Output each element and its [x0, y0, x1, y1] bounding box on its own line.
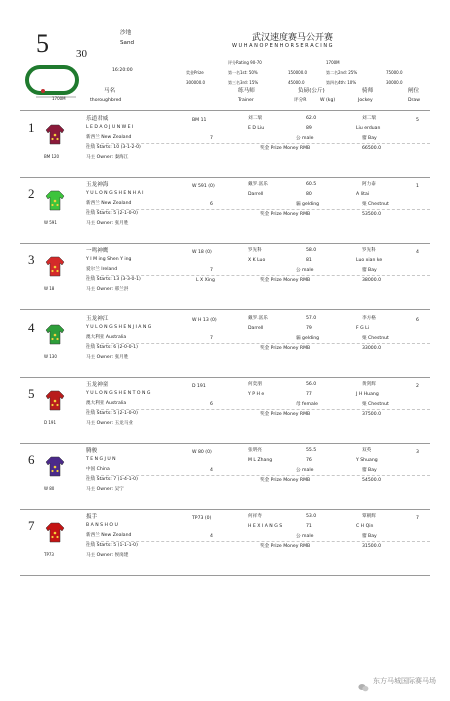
horse-sex: 公 male	[296, 268, 314, 273]
entry-number: 1	[28, 120, 35, 135]
jockey-silks-icon	[44, 454, 66, 478]
prize-money: 66500.0	[362, 146, 381, 151]
silk-code: W 80	[44, 486, 55, 491]
col-horse-en: thoroughbred	[90, 98, 122, 103]
row-dashed-separator	[86, 541, 430, 542]
horse-name-cn: 腾骏	[86, 448, 98, 454]
horse-rating: 62.0	[306, 116, 317, 121]
col-trainer-cn: 练马师	[238, 88, 255, 94]
horse-weight: 81	[306, 258, 312, 263]
draw-number: 6	[416, 318, 419, 323]
trainer-cn: 何奕朋	[248, 382, 262, 387]
horse-sex: 公 male	[296, 136, 314, 141]
horse-starts: 往绩 Starts: 5 (2-1-0-0)	[86, 411, 138, 416]
horse-owner: 马主 Owner: 吴宁	[86, 487, 124, 492]
horse-brand: W 591 (0)	[192, 184, 215, 189]
jockey-en: Liu erduan	[356, 126, 381, 131]
race-number: 5	[36, 29, 49, 58]
track-rating: 评分Rating 90-70	[228, 60, 262, 65]
horse-name-en: T E N G J U N	[86, 457, 116, 462]
race-distance: 1700M	[326, 60, 340, 65]
horse-starts: 往绩 Starts: 7 (1-4-1-0)	[86, 477, 138, 482]
prize-money: 54500.0	[362, 478, 381, 483]
horse-rating: 56.0	[306, 382, 317, 387]
placing-1-amount: 150000.0	[288, 70, 308, 75]
surface-en: Sand	[120, 40, 135, 46]
jockey-cn: 罗先科	[362, 248, 376, 253]
col-rating-cn: 评分R	[294, 98, 307, 103]
prize-money: 38000.0	[362, 278, 381, 283]
silk-code: D 191	[44, 420, 56, 425]
horse-origin: 中国 China	[86, 467, 110, 472]
horse-rating: 53.0	[306, 514, 317, 519]
entry-number: 3	[28, 252, 35, 267]
horse-name-en: Y I M ing Shen Y ing	[86, 257, 132, 262]
row-dashed-separator	[86, 275, 430, 276]
horse-age: 6	[210, 202, 213, 207]
horse-owner: 马主 Owner: 邢兰洪	[86, 287, 129, 292]
horse-weight: 71	[306, 524, 312, 529]
horse-owner: 马主 Owner: 张月胜	[86, 355, 129, 360]
draw-number: 3	[416, 450, 419, 455]
entry-row	[0, 316, 450, 382]
horse-name-cn: 玉龙神海	[86, 182, 109, 188]
prize-money-label: 奖金 Prize Money RMB	[260, 412, 311, 417]
trainer-en: Y P H e	[248, 392, 265, 397]
horse-rating: 58.0	[306, 248, 317, 253]
horse-starts: 往绩 Starts: 5 (1-1-1-0)	[86, 543, 138, 548]
horse-name-en: B A N S H O U	[86, 523, 118, 528]
jockey-en: Y Shuang	[356, 458, 378, 463]
horse-name-cn: 玉龙神江	[86, 316, 109, 322]
trainer-en: H E X I A N G S	[248, 524, 283, 529]
jockey-silks-icon	[44, 322, 66, 346]
prize-money-label: 奖金 Prize Money RMB	[260, 346, 311, 351]
horse-origin: 澳大利亚 Australia	[86, 401, 127, 406]
horse-origin: 澳大利亚 Australia	[86, 335, 127, 340]
entry-row	[0, 382, 450, 448]
horse-name-cn: 乐道君威	[86, 116, 109, 122]
horse-sex: 骟 gelding	[296, 202, 320, 207]
race-title-en: W U H A N O P E N H O R S E R A C I N G	[232, 43, 333, 49]
jockey-silks-icon	[44, 188, 66, 212]
row-dashed-separator	[86, 209, 430, 210]
row-divider	[20, 309, 430, 310]
prize-label: 奖金Prize	[186, 70, 204, 75]
jockey-cn: 阿力泰	[362, 182, 376, 187]
jockey-silks-icon	[44, 520, 66, 544]
horse-age: 7	[210, 336, 213, 341]
horse-color: 栗 Chestnut	[362, 336, 389, 341]
col-jockey-cn: 骑师	[362, 88, 374, 94]
horse-color: 骝 Bay	[362, 468, 377, 473]
race-distance-number: 30	[76, 48, 87, 60]
row-divider	[20, 575, 430, 576]
horse-owner: 马主 Owner: 秦海江	[86, 155, 129, 160]
draw-number: 7	[416, 516, 419, 521]
trainer-cn: 罗先科	[248, 248, 262, 253]
horse-name-en: Y U L O N G S H E N T O N G	[86, 391, 151, 396]
horse-sex: 公 male	[296, 534, 314, 539]
entry-number: 7	[28, 518, 35, 533]
jockey-silks-icon	[44, 254, 66, 278]
prize-total: 300000.0	[186, 80, 206, 85]
col-draw-cn: 闸位	[408, 88, 420, 94]
horse-brand: W 80 (0)	[192, 450, 212, 455]
jockey-en: Luo xian ke	[356, 258, 383, 263]
jockey-silks-icon	[44, 122, 66, 146]
trainer-cn: 戴罗.富乐	[248, 316, 268, 321]
col-jockey-en: Jockey	[358, 98, 373, 103]
entry-number: 6	[28, 452, 35, 467]
horse-origin: 新西兰 New Zealand	[86, 201, 132, 206]
placing-3-label: 第三名3rd: 15%	[228, 80, 259, 85]
horse-starts: 往绩 Starts: 5 (2-1-0-0)	[86, 211, 138, 216]
horse-age: 4	[210, 468, 213, 473]
silk-code: BM 120	[44, 154, 60, 159]
horse-name-cn: 玉龙神童	[86, 382, 109, 388]
prize-money-label: 奖金 Prize Money RMB	[260, 278, 311, 283]
row-dashed-separator	[86, 343, 430, 344]
col-horse-cn: 马名	[104, 88, 116, 94]
row-divider	[20, 243, 430, 244]
header-divider	[20, 110, 430, 111]
horse-rating: 55.5	[306, 448, 317, 453]
horse-origin: 新西兰 New Zealand	[86, 135, 132, 140]
silk-code: W 591	[44, 220, 57, 225]
row-divider	[20, 443, 430, 444]
horse-age: 6	[210, 402, 213, 407]
col-draw-en: Draw	[408, 98, 420, 103]
entry-number: 4	[28, 320, 35, 335]
horse-rating: 60.5	[306, 182, 317, 187]
prize-money-label: 奖金 Prize Money RMB	[260, 478, 311, 483]
row-dashed-separator	[86, 475, 430, 476]
placing-3-amount: 45000.0	[288, 80, 305, 85]
trainer-cn: 张明亮	[248, 448, 262, 453]
horse-weight: 76	[306, 458, 312, 463]
prize-money-label: 奖金 Prize Money RMB	[260, 146, 311, 151]
jockey-cn: 覃朝辉	[362, 514, 376, 519]
jockey-en: J H Huang	[356, 392, 379, 397]
silk-code: W 130	[44, 354, 57, 359]
trainer-en: E D Liu	[248, 126, 265, 131]
watermark	[358, 676, 436, 686]
entry-number: 5	[28, 386, 35, 401]
watermark-text: 东方马城国际赛马场	[373, 677, 436, 685]
trainer-cn: 戴罗.富乐	[248, 182, 268, 187]
placing-4-amount: 30000.0	[386, 80, 403, 85]
placing-2-label: 第二名2nd: 25%	[326, 70, 358, 75]
track-distance-label: 1700M	[52, 96, 66, 101]
prize-money: 31500.0	[362, 544, 381, 549]
horse-owner: 马主 Owner: 侯岗建	[86, 553, 129, 558]
entry-row	[0, 248, 450, 314]
row-dashed-separator	[86, 143, 430, 144]
trainer-en: Darrell	[248, 326, 264, 331]
silk-code: TP73	[44, 552, 54, 557]
draw-number: 5	[416, 118, 419, 123]
horse-starts: 往绩 Starts: 10 (3-1-2-0)	[86, 145, 141, 150]
jockey-silks-icon	[44, 388, 66, 412]
entry-row	[0, 448, 450, 514]
track-oval-icon	[24, 64, 80, 100]
entry-number: 2	[28, 186, 35, 201]
horse-color: 骝 Bay	[362, 534, 377, 539]
row-divider	[20, 377, 430, 378]
horse-starts: 往绩 Starts: 13 (3-3-0-1)	[86, 277, 141, 282]
prize-money: 33000.0	[362, 346, 381, 351]
col-weight-en: W (kg)	[320, 98, 336, 103]
horse-brand: BM 11	[192, 118, 207, 123]
horse-origin: 新西兰 New Zealand	[86, 533, 132, 538]
prize-money: 53500.0	[362, 212, 381, 217]
jockey-en: A litai	[356, 192, 370, 197]
horse-name-en: Y U L O N G S H E N H A I	[86, 191, 144, 196]
race-title-cn: 武汉速度赛马公开赛	[252, 33, 334, 43]
horse-weight: 80	[306, 192, 312, 197]
horse-age: 4	[210, 534, 213, 539]
horse-brand: TP73 (0)	[192, 516, 212, 521]
jockey-en: F G Li	[356, 326, 369, 331]
row-divider	[20, 177, 430, 178]
entry-row	[0, 182, 450, 248]
jockey-cn: 李方格	[362, 316, 376, 321]
trainer-cn: 刘二瑞	[248, 116, 262, 121]
horse-color: 骝 Bay	[362, 268, 377, 273]
horse-weight: 89	[306, 126, 312, 131]
horse-name-en: L E D A O J U N W E I	[86, 125, 134, 130]
horse-color: 骝 Bay	[362, 136, 377, 141]
trainer-en: X K Luo	[248, 258, 266, 263]
surface-cn: 沙地	[120, 30, 132, 36]
horse-rating: 57.0	[306, 316, 317, 321]
draw-number: 1	[416, 184, 419, 189]
horse-name-en: Y U L O N G S H E N J I A N G	[86, 325, 152, 330]
horse-age: 7	[210, 136, 213, 141]
horse-owner: 马主 Owner: 张月胜	[86, 221, 129, 226]
placing-1-label: 第一名1st: 50%	[228, 70, 258, 75]
draw-number: 2	[416, 384, 419, 389]
draw-number: 4	[416, 250, 419, 255]
trainer-en: Darrell	[248, 192, 264, 197]
horse-brand: D 191	[192, 384, 206, 389]
prize-money-label: 奖金 Prize Money RMB	[260, 212, 311, 217]
placing-2-amount: 75000.0	[386, 70, 403, 75]
horse-weight: 77	[306, 392, 312, 397]
row-dashed-separator	[86, 409, 430, 410]
prize-money: 37500.0	[362, 412, 381, 417]
horse-extra-code: L X Xing	[196, 278, 215, 283]
entry-row	[0, 116, 450, 182]
horse-weight: 79	[306, 326, 312, 331]
wechat-icon	[358, 677, 369, 686]
entry-row	[0, 514, 450, 580]
jockey-cn: 双英	[362, 448, 372, 453]
jockey-en: C H Qin	[356, 524, 374, 529]
horse-age: 7	[210, 268, 213, 273]
horse-color: 栗 Chestnut	[362, 402, 389, 407]
trainer-en: M L Zhang	[248, 458, 273, 463]
row-divider	[20, 509, 430, 510]
horse-color: 栗 Chestnut	[362, 202, 389, 207]
horse-origin: 爱尔兰 Ireland	[86, 267, 118, 272]
trainer-cn: 何祥寿	[248, 514, 262, 519]
placing-4-label: 第四名4th: 10%	[326, 80, 357, 85]
jockey-cn: 刘二瑞	[362, 116, 376, 121]
silk-code: W 18	[44, 286, 55, 291]
jockey-cn: 黄剑辉	[362, 382, 376, 387]
horse-sex: 母 female	[296, 402, 318, 407]
race-time: 16:20:00	[112, 68, 133, 73]
horse-brand: W 18 (0)	[192, 250, 212, 255]
horse-owner: 马主 Owner: 玉龙马业	[86, 421, 133, 426]
horse-sex: 公 male	[296, 468, 314, 473]
col-trainer-en: Trainer	[238, 98, 254, 103]
horse-name-cn: 一鸣神鹰	[86, 248, 109, 254]
horse-brand: W H 13 (0)	[192, 318, 217, 323]
horse-starts: 往绩 Starts: 6 (2-0-0-1)	[86, 345, 138, 350]
horse-sex: 骟 gelding	[296, 336, 320, 341]
col-weight-cn: 负磅(公斤)	[298, 88, 325, 94]
horse-name-cn: 扳手	[86, 514, 98, 520]
prize-money-label: 奖金 Prize Money RMB	[260, 544, 311, 549]
